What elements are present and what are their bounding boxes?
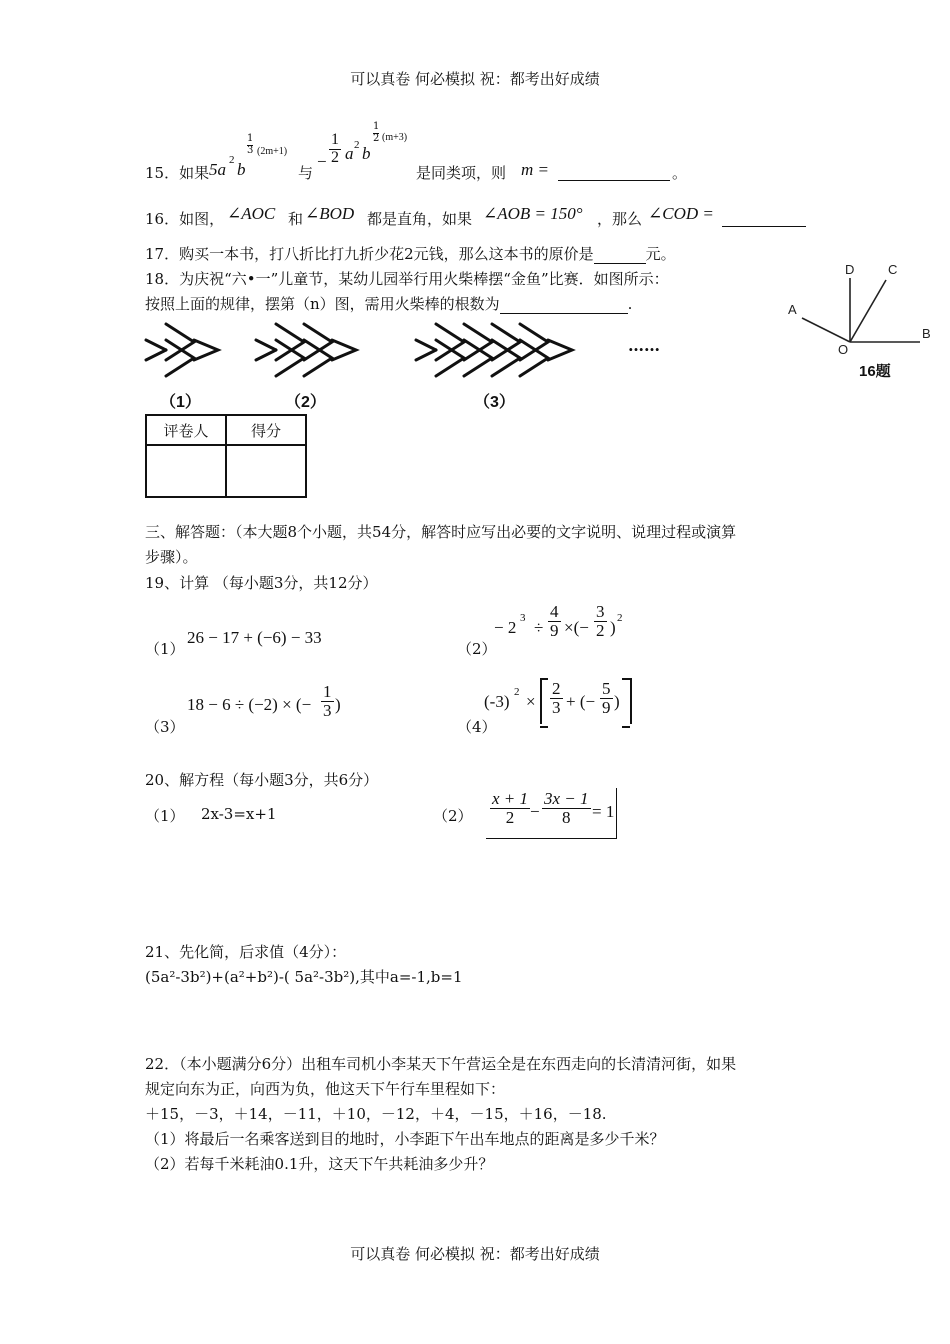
q18-line1: 18．为庆祝“六•一”儿童节，某幼儿园举行用火柴棒摆“金鱼”比赛．如图所示： <box>145 270 669 288</box>
q15-half-den: 2 <box>373 132 380 144</box>
q15-expr2-a: a <box>345 144 354 163</box>
q15-var: m = <box>521 160 549 179</box>
q18-line2: 按照上面的规律，摆第（n）图，需用火柴棒的根数为 <box>145 295 500 313</box>
matchstick-fish-figure <box>140 318 680 388</box>
q18-label-1: （1） <box>160 394 201 411</box>
q19-p2-div: ÷ <box>534 618 544 637</box>
q20-p2-frac2-num: 3x − 1 <box>544 789 589 808</box>
q19-p3-label: （3） <box>145 718 185 736</box>
q19-p4-frac2-num: 5 <box>602 679 611 698</box>
q15-with: 与 <box>298 164 314 182</box>
q19-p2-label: （2） <box>457 640 497 658</box>
q19-p2-times: ×(− <box>564 618 589 637</box>
q19-p4-frac2-den: 9 <box>602 697 611 717</box>
q19-p3-frac-den: 3 <box>323 700 332 720</box>
q19-p4-frac2 <box>600 680 613 717</box>
q19-p4-label: （4） <box>457 718 497 736</box>
q20-p2-frac1-num: x + 1 <box>492 789 529 808</box>
q17-text1: 17．购买一本书，打八折比打九折少花2元钱，那么这本书的原价是 <box>145 245 594 263</box>
score-cell-score[interactable] <box>226 445 306 497</box>
q16-text3: ，那么 <box>597 210 643 228</box>
q19-p3-frac <box>321 683 334 720</box>
q19-p3-frac-num: 1 <box>323 682 332 701</box>
section-3-line1: 三、解答题：（本大题8个小题，共54分，解答时应写出必要的文字说明、说理过程或演算 <box>145 523 737 541</box>
q16-angle2: ∠BOD <box>305 204 355 223</box>
q20-p2-frac1-den: 2 <box>505 807 515 827</box>
q20-p2-frac1 <box>490 790 530 827</box>
q19-p3-close: ) <box>335 695 341 714</box>
page-header: 可以真卷 何必模拟 祝：都考出好成绩 <box>350 70 600 88</box>
q15-expr2-exp-b: (m+3) <box>382 132 408 143</box>
q19-p4-pre: (-3) <box>484 692 510 711</box>
q20-p1-label: （1） <box>145 807 185 825</box>
q19-p2-frac2 <box>594 603 607 640</box>
label-a: A <box>788 302 797 317</box>
section-3-line2: 步骤）。 <box>145 548 198 566</box>
q16-text2: 都是直角，如果 <box>367 210 473 228</box>
label-o: O <box>838 342 849 357</box>
q20-p2-minus: − <box>530 802 540 821</box>
q19-p2-frac1-den: 9 <box>550 620 559 640</box>
page-footer: 可以真卷 何必模拟 祝：都考出好成绩 <box>350 1245 600 1263</box>
q15-half-num: 1 <box>373 121 380 132</box>
q19-p2-frac1-num: 4 <box>550 602 559 621</box>
q16-text1: 16．如图， <box>145 210 225 228</box>
q15-expr2-num: 1 <box>331 131 339 148</box>
q15-expr1-coef: 5a <box>209 160 226 179</box>
q20-p2-frac2 <box>542 790 591 827</box>
q16-answer-blank[interactable] <box>722 226 806 227</box>
q19-p1-label: （1） <box>145 640 185 658</box>
q19-p4-frac1-num: 2 <box>552 679 561 698</box>
q15-third-den: 3 <box>247 144 254 156</box>
q19-p1-expr: 26 − 17 + (−6) − 33 <box>187 628 322 647</box>
score-table <box>145 414 307 498</box>
q19-p4-close: ) <box>614 692 620 711</box>
q18-label-3: （3） <box>474 394 515 411</box>
figure-16-angles <box>780 258 940 388</box>
q18-dots: …… <box>628 336 660 355</box>
q19-p4-frac1 <box>550 680 563 717</box>
q17-answer-blank[interactable] <box>594 247 646 264</box>
q15-third-num: 1 <box>247 133 254 144</box>
q19-p4-bracket-left-caps <box>540 678 548 728</box>
q17-text2: 元。 <box>645 245 676 263</box>
q19-p2-exp2: 2 <box>617 612 623 624</box>
q20-p2-label: （2） <box>433 807 473 825</box>
q20-title: 20、解方程（每小题3分，共6分） <box>145 771 379 789</box>
q16-angle3: ∠AOB = 150° <box>483 204 583 223</box>
q15-expr2-den: 2 <box>331 148 339 166</box>
fish-2 <box>256 324 356 376</box>
q15-expr1-third <box>247 134 253 156</box>
score-header-score: 得分 <box>226 415 306 445</box>
q19-p2-frac2-den: 2 <box>596 620 605 640</box>
figure-16-caption: 16题 <box>859 363 891 380</box>
q16-and: 和 <box>288 210 304 228</box>
q19-p2-pre: − 2 <box>494 618 517 637</box>
q15-expr2-frac <box>329 132 341 167</box>
ray-oa <box>802 318 850 342</box>
q19-p4-frac1-den: 3 <box>552 697 561 717</box>
q22-line1: 22．（本小题满分6分）出租车司机小李某天下午营运全是在东西走向的长清清河街，如果 <box>145 1055 737 1073</box>
fish-3 <box>416 324 572 376</box>
q15-tail: 是同类项，则 <box>416 164 507 182</box>
q19-p2-frac2-num: 3 <box>596 602 605 621</box>
question-17 <box>145 243 676 264</box>
q15-expr1-b: b <box>237 160 246 179</box>
q19-p4-times: × <box>526 692 536 711</box>
q20-p2-frac2-den: 8 <box>562 807 571 827</box>
q22-line4: （1）将最后一名乘客送到目的地时，小李距下午出车地点的距离是多少千米？ <box>145 1130 665 1148</box>
q19-title: 19、计算 （每小题3分，共12分） <box>145 574 378 592</box>
label-c: C <box>888 262 898 277</box>
q19-p2-frac1 <box>548 603 561 640</box>
q15-expr1-exp-b: (2m+1) <box>257 146 288 157</box>
q20-p2-expr <box>486 788 617 839</box>
q15-end: 。 <box>672 164 688 182</box>
q16-angle4: ∠COD = <box>648 204 714 223</box>
q15-expr2-half <box>373 122 379 144</box>
q19-p4-plus: + (− <box>566 692 596 711</box>
q19-p2-close: ) <box>610 618 616 637</box>
q21-title: 21、先化简，后求值（4分）： <box>145 943 347 961</box>
q18-line2-wrap <box>145 293 632 314</box>
q18-end: . <box>627 295 633 313</box>
q20-p2-eq: = 1 <box>592 802 615 821</box>
q19-p4-bracket-right-caps <box>622 678 630 728</box>
q19-p4-exp: 2 <box>514 686 520 698</box>
q18-answer-blank[interactable] <box>500 297 628 314</box>
label-b: B <box>922 326 931 341</box>
q22-line2: 规定向东为正，向西为负，他这天下午行车里程如下： <box>145 1080 506 1098</box>
q21-expr: (5a²-3b²)+(a²+b²)-( 5a²-3b²),其中a=-1,b=1 <box>145 968 463 986</box>
q22-line3: ＋15，－3，＋14，－11，＋10，－12，＋4，－15，＋16，－18. <box>145 1105 607 1123</box>
q22-line5: （2）若每千米耗油0.1升，这天下午共耗油多少升？ <box>145 1155 494 1173</box>
score-cell-grader[interactable] <box>146 445 226 497</box>
q15-prefix: 15．如果 <box>145 164 210 182</box>
fish-1 <box>146 324 218 376</box>
q19-p3-pre: 18 − 6 ÷ (−2) × (− <box>187 695 312 714</box>
q15-expr2-sign: − <box>317 152 327 171</box>
q15-expr1-exp-a: 2 <box>229 154 235 166</box>
q16-angle1: ∠AOC <box>227 204 276 223</box>
q15-expr2-b: b <box>362 144 371 163</box>
label-d: D <box>845 262 855 277</box>
q15-answer-blank[interactable] <box>558 180 670 181</box>
q15-expr2-exp-a: 2 <box>354 139 360 151</box>
q20-p1-expr: 2x-3=x+1 <box>201 805 277 823</box>
q18-label-2: （2） <box>285 394 326 411</box>
score-header-grader: 评卷人 <box>146 415 226 445</box>
ray-oc <box>850 280 886 342</box>
q19-p2-exp: 3 <box>520 612 526 624</box>
